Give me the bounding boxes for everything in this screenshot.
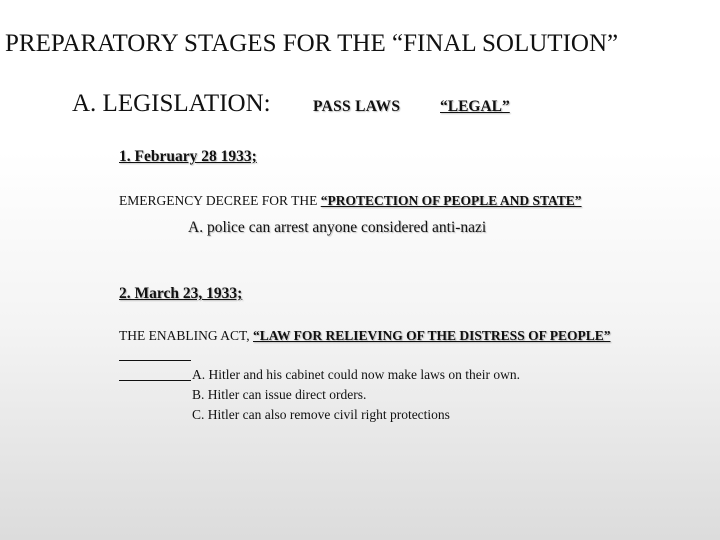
- entry-1-line-prefix: EMERGENCY DECREE FOR THE: [119, 193, 321, 208]
- blank-rule: [119, 380, 191, 381]
- entry-2-heading: 2. March 23, 1933;: [119, 285, 243, 302]
- entry-2-point: C. Hitler can also remove civil right protections: [192, 407, 450, 422]
- entry-2-point: B. Hitler can issue direct orders.: [192, 387, 367, 402]
- section-heading-legislation: A. LEGISLATION:: [72, 90, 271, 117]
- slide-title: PREPARATORY STAGES FOR THE “FINAL SOLUTION”: [5, 30, 619, 57]
- blank-rule: [119, 360, 191, 361]
- entry-2-quote: “LAW FOR RELIEVING OF THE DISTRESS OF PEOPLE”: [253, 328, 611, 343]
- entry-2-line: [119, 328, 610, 344]
- entry-1-heading: 1. February 28 1933;: [119, 148, 257, 165]
- pass-laws-label: PASS LAWS: [313, 98, 401, 115]
- entry-1-point: A. police can arrest anyone considered anti-nazi: [188, 219, 487, 236]
- legal-label: “LEGAL”: [440, 98, 510, 115]
- entry-2-line-prefix: THE ENABLING ACT,: [119, 328, 253, 343]
- entry-1-line: [119, 193, 582, 209]
- entry-1-quote: “PROTECTION OF PEOPLE AND STATE”: [320, 193, 582, 208]
- entry-2-point: A. Hitler and his cabinet could now make laws on their own.: [192, 367, 521, 382]
